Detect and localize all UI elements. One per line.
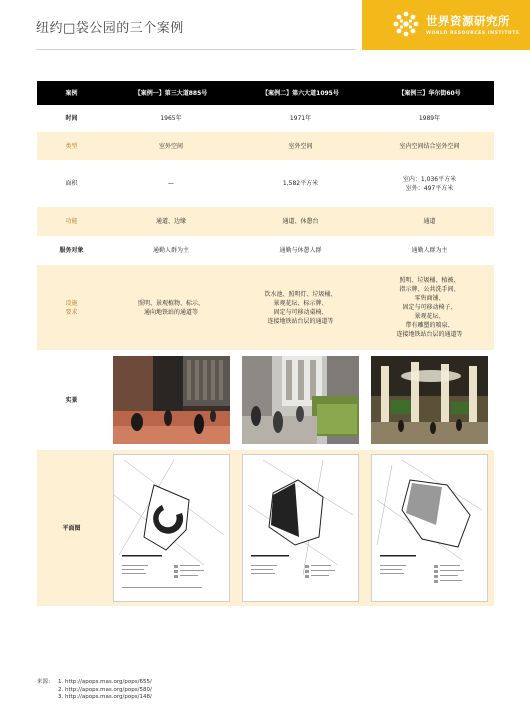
row-label-photo: 实景 [37,350,106,450]
case-3-photo [371,356,488,444]
table-cell: 1971年 [236,105,365,132]
table-cell: 通勤人群为主 [106,236,236,265]
source-link[interactable]: 2. http://apops.mas.org/pops/580/ [58,686,152,693]
table-cell: 室外空间 [236,132,365,160]
table-cell: 1,582平方米 [236,160,365,207]
table-row [37,265,494,350]
title-divider [36,49,356,50]
table-cell: 照明、垃圾桶、植被、 指示牌、公共洗手间、 零售商铺、 固定与可移动椅子、 景观花坛、 带有雕塑的喷泉、 连接地铁站台层的通道等 [365,265,494,350]
brand-name-cn: 世界资源研究所 [426,14,510,28]
source-link[interactable]: 1. http://apops.mas.org/pops/655/ [58,679,152,685]
table-cell [106,350,236,450]
sources-label: 来源： [37,679,54,685]
table-cell [365,450,494,606]
row-label-audience: 服务对象 [37,236,106,265]
table-row [37,207,494,236]
table-cell: 通道、边缘 [106,207,236,236]
table-cell [236,350,365,450]
table-cell: 室内：1,036平方米 室外：497平方米 [365,160,494,207]
source-link[interactable]: 3. http://apops.mas.org/pops/148/ [58,694,152,700]
row-label-area: 面积 [37,160,106,207]
table-row [37,160,494,207]
table-cell: — [106,160,236,207]
table-cell: 通勤人群为主 [365,236,494,265]
page-title: 纽约□袋公园的三个案例 [36,21,184,36]
table-cell: 1965年 [106,105,236,132]
brand-banner [362,0,530,50]
table-row [37,236,494,265]
row-label-facilities: 设施 要求 [37,265,106,350]
table-cell: 通勤与休憩人群 [236,236,365,265]
header-case-3: 【案例三】华尔街60号 [365,81,494,105]
table-cell: 室内空间结合室外空间 [365,132,494,160]
table-cell [365,350,494,450]
table-header-row [37,81,494,105]
table-cell: 饮水池、照明灯、垃圾桶、 景观花坛、标示牌、 固定与可移动桌椅、 连接地铁站台层的通道等 [236,265,365,350]
case-2-site-plan [242,454,359,602]
table-cell [106,450,236,606]
header-case-1: 【案例一】第三大道885号 [106,81,236,105]
header-case: 案例 [37,81,106,105]
row-label-time: 时间 [37,105,106,132]
table-cell: 通道 [365,207,494,236]
header-case-2: 【案例二】第六大道1095号 [236,81,365,105]
case-2-photo [242,356,359,444]
table-row [37,350,494,450]
sources-list [58,679,152,702]
table-row [37,450,494,606]
case-1-site-plan [113,454,230,602]
table-cell [236,450,365,606]
row-label-plan: 平面图 [37,450,106,606]
table-cell: 室外空间 [106,132,236,160]
case-1-photo [113,356,230,444]
wri-logo-icon [392,10,420,38]
table-cell: 照明、景观植物、标示、 通向地铁站的通道等 [106,265,236,350]
table-cell: 通道、休憩台 [236,207,365,236]
brand-name-en: WORLD RESOURCES INSTITUTE [426,31,520,36]
case-comparison-table [37,81,494,606]
row-label-type: 类型 [37,132,106,160]
table-row [37,105,494,132]
case-3-site-plan [371,454,488,602]
table-cell: 1989年 [365,105,494,132]
table-row [37,132,494,160]
row-label-function: 功能 [37,207,106,236]
